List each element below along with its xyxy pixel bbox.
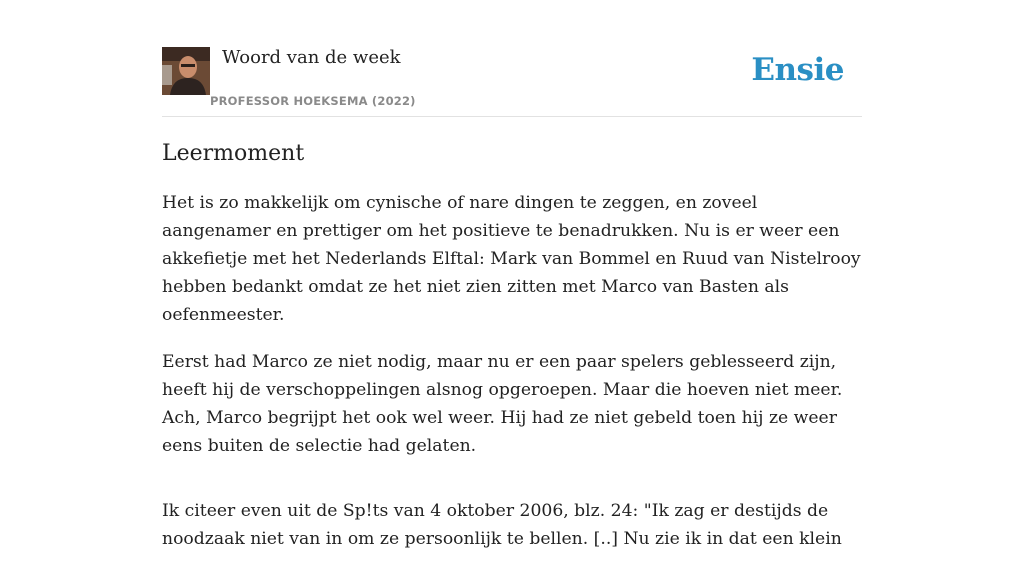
article: [162, 139, 862, 572]
author-avatar[interactable]: [162, 47, 210, 95]
site-header: [162, 44, 862, 117]
ensie-logo[interactable]: Ensie: [751, 52, 844, 88]
article-paragraph: Ik citeer even uit de Sp!ts van 4 oktober 2006, blz. 24: "Ik zag er destijds de noodzaak niet van in om ze persoonlijk te bellen. [..] Nu zie ik in dat een klein: [162, 501, 842, 549]
article-title: Leermoment: [162, 141, 305, 166]
author-name[interactable]: PROFESSOR HOEKSEMA (2022): [210, 94, 416, 108]
article-paragraph: Het is zo makkelijk om cynische of nare dingen te zeggen, en zoveel aangenamer en prettiger om het positieve te benadrukken. Nu is er weer een akkefietje met het Nederlands Elftal: Mark van Bommel en Ruud van Nistelrooy hebben bedankt omdat ze het niet zien zitten met Marco van Basten als oefenmeester.: [162, 193, 861, 325]
blog-title[interactable]: Woord van de week: [222, 47, 401, 68]
article-paragraph: Eerst had Marco ze niet nodig, maar nu er een paar spelers geblesseerd zijn, heeft hij de verschoppelingen alsnog opgeroepen. Maar die hoeven niet meer. Ach, Marco begrijpt het ook wel weer. Hij had ze niet gebeld toen hij ze weer eens buiten de selectie had gelaten.: [162, 352, 843, 456]
